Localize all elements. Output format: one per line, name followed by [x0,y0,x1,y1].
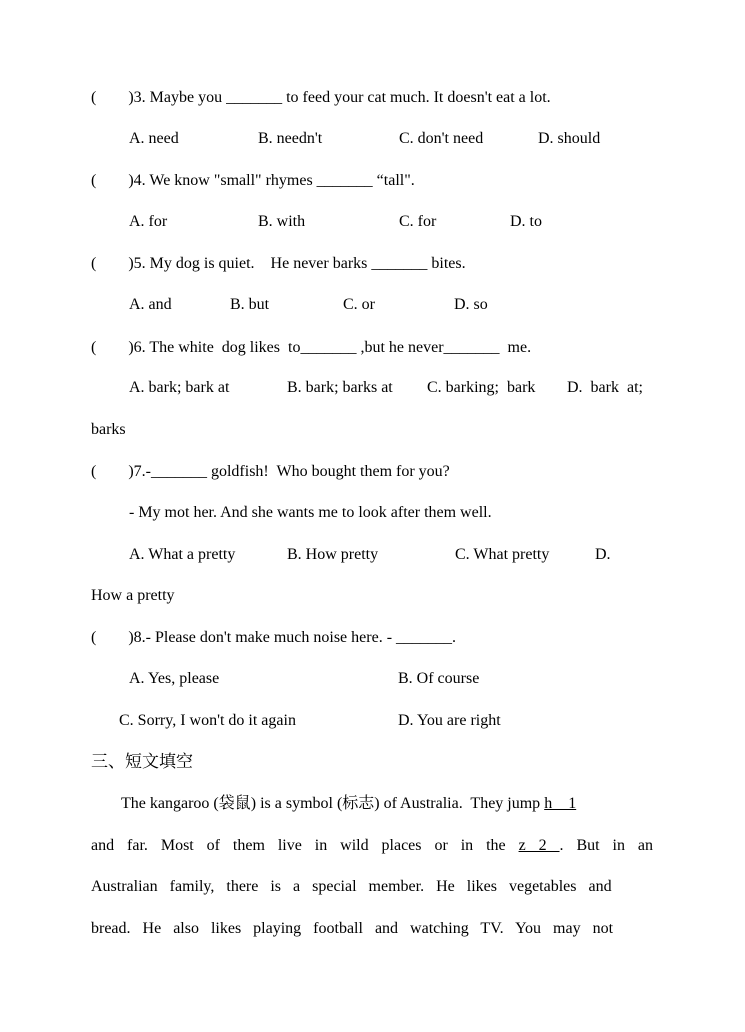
passage-line-1 [121,794,576,814]
q8-option-b: B. Of course [398,670,480,687]
q6-option-d: D. bark at; [567,379,643,396]
q3-option-a: A. need [129,130,179,147]
passage-line-3: Australian family, there is a special member. He likes vegetables and [91,878,612,895]
q7-option-c: C. What pretty [455,546,550,563]
section-3-heading: 三、短文填空 [91,752,193,771]
q6-option-a: A. bark; bark at [129,379,230,396]
q7-option-d: D. [595,546,611,563]
q5-option-b: B. but [230,296,270,313]
question-5-stem: ( )5. My dog is quiet. He never barks _______ bites. [91,255,466,272]
q5-option-a: A. and [129,296,172,313]
passage-line-2 [91,836,653,856]
q8-option-c: C. Sorry, I won't do it again [119,712,296,729]
question-7-stem: ( )7.-_______ goldfish! Who bought them for you? [91,463,450,480]
q5-option-c: C. or [343,296,375,313]
q6-option-b: B. bark; barks at [287,379,393,396]
q8-option-d: D. You are right [398,712,501,729]
question-8-stem: ( )8.- Please don't make much noise here. - _______. [91,629,457,646]
q3-option-c: C. don't need [399,130,484,147]
question-6-stem: ( )6. The white dog likes to_______ ,but he never_______ me. [91,339,532,356]
passage-line-1-text: The kangaroo (袋鼠) is a symbol (标志) of Australia. They jump [121,795,545,812]
passage-line-4: bread. He also likes playing football and watching TV. You may not [91,920,614,937]
q4-option-c: C. for [399,213,437,230]
blank-2: z 2 [518,837,560,854]
q6-option-c: C. barking; bark [427,379,536,396]
blank-1: h 1 [544,795,577,812]
q7-option-a: A. What a pretty [129,546,236,563]
q6-option-d-wrap: barks [91,421,126,438]
q4-option-a: A. for [129,213,168,230]
q3-option-d: D. should [538,130,601,147]
question-4-stem: ( )4. We know "small" rhymes _______ “tall". [91,172,415,189]
q7-option-b: B. How pretty [287,546,379,563]
question-7-reply: - My mot her. And she wants me to look after them well. [129,504,492,521]
q5-option-d: D. so [454,296,488,313]
q3-option-b: B. needn't [258,130,323,147]
q7-option-d-wrap: How a pretty [91,587,175,604]
passage-line-2-end: . But in an [559,837,653,854]
q8-option-a: A. Yes, please [129,670,220,687]
q4-option-d: D. to [510,213,542,230]
q4-option-b: B. with [258,213,306,230]
question-3-stem: ( )3. Maybe you _______ to feed your cat much. It doesn't eat a lot. [91,89,551,106]
passage-line-2-text: and far. Most of them live in wild places or in the [91,837,519,854]
